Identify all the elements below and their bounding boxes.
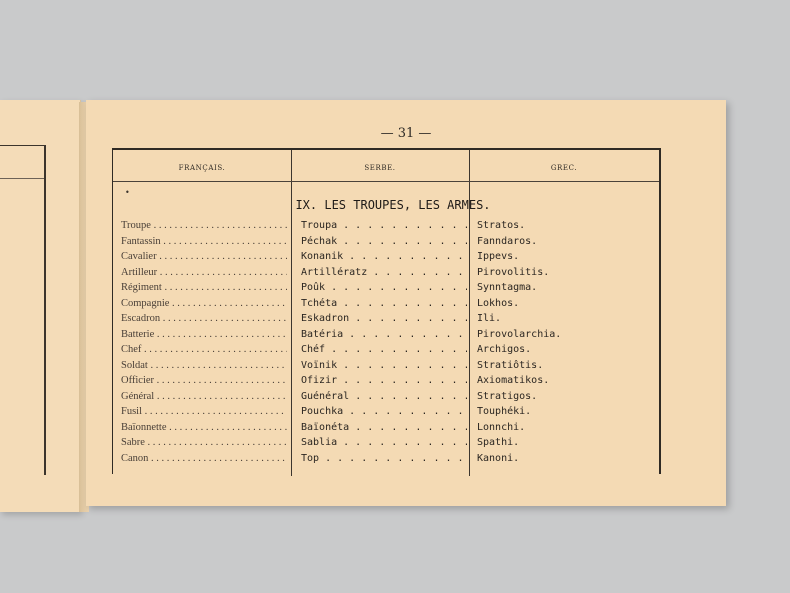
column-header-french: FRANÇAIS. xyxy=(178,164,226,172)
serbian-term: Sablia . . . xyxy=(301,437,467,448)
greek-term: Lokhos. xyxy=(477,297,520,309)
french-term: Canon . . . xyxy=(121,453,287,464)
serbian-term: Ofizir . . . xyxy=(301,375,467,386)
greek-term: Ili. xyxy=(477,313,502,324)
greek-term: Touphéki. xyxy=(477,406,532,417)
greek-term: Lonnchi. xyxy=(477,421,526,433)
table-row xyxy=(113,437,659,453)
serbian-term: Voïnik . . . xyxy=(301,360,467,371)
french-term: Régiment . . . xyxy=(121,282,287,293)
greek-term: Archigos. xyxy=(477,344,532,355)
greek-term: Stratos. xyxy=(477,220,526,231)
serbian-term: Poûk . . . xyxy=(301,282,467,293)
french-term: Chef . . . xyxy=(121,344,287,355)
greek-term: Stratiôtis. xyxy=(477,359,544,371)
french-term: Baïonnette . . . xyxy=(121,422,287,433)
french-term: Fantassin . . . xyxy=(121,236,287,247)
greek-term: Stratigos. xyxy=(477,390,538,402)
french-term: Général . . . xyxy=(121,391,287,402)
section-title: IX. LES TROUPES, LES ARMES. xyxy=(295,198,491,212)
table-row xyxy=(113,313,659,329)
french-term: Soldat . . . xyxy=(121,360,287,371)
table-row xyxy=(113,391,659,407)
serbian-term: Pouchka . . . xyxy=(301,406,467,417)
french-term: Escadron . . . xyxy=(121,313,287,324)
left-page-rule xyxy=(0,145,46,146)
table-row xyxy=(113,375,659,391)
table-row xyxy=(113,344,659,360)
table-row xyxy=(113,329,659,345)
table-row xyxy=(113,236,659,252)
french-term: Officier . . . xyxy=(121,375,287,386)
vocabulary-rows xyxy=(113,220,659,468)
left-page-edge xyxy=(0,100,81,512)
left-page-column-line xyxy=(44,145,46,475)
greek-term: Pirovolarchia. xyxy=(477,328,562,340)
french-term: Cavalier . . . xyxy=(121,251,287,262)
serbian-term: Baïonéta . . . xyxy=(301,422,467,433)
table-row xyxy=(113,267,659,283)
french-term: Artilleur . . . xyxy=(121,267,287,278)
table-row xyxy=(113,251,659,267)
french-term: Batterie . . . xyxy=(121,329,287,340)
french-term: Sabre . . . xyxy=(121,437,287,448)
french-term: Fusil . . . xyxy=(121,406,287,417)
greek-term: Kanoni. xyxy=(477,452,520,464)
column-header-greek: GREC. xyxy=(550,164,578,172)
serbian-term: Troupa . . . xyxy=(301,220,467,231)
serbian-term: Konanik . . . xyxy=(301,251,467,262)
greek-term: Ippevs. xyxy=(477,251,520,262)
serbian-term: Top . . . xyxy=(301,453,467,464)
table-row xyxy=(113,282,659,298)
serbian-term: Chéf . . . xyxy=(301,344,467,355)
right-page xyxy=(86,100,726,506)
greek-term: Pirovolitis. xyxy=(477,266,550,278)
table-row xyxy=(113,298,659,314)
greek-term: Axiomatikos. xyxy=(477,375,550,386)
table-row xyxy=(113,422,659,438)
column-header-serbian: SERBE. xyxy=(364,164,396,172)
greek-term: Synntagma. xyxy=(477,282,538,293)
serbian-term: Eskadron . . . xyxy=(301,313,467,324)
table-row xyxy=(113,406,659,422)
serbian-term: Guénéral . . . xyxy=(301,391,467,402)
header-rule xyxy=(113,181,659,182)
vocabulary-table xyxy=(112,148,661,474)
greek-term: Fanndaros. xyxy=(477,235,538,247)
serbian-term: Tchéta . . . xyxy=(301,298,467,309)
serbian-term: Péchak . . . xyxy=(301,236,467,247)
french-term: Troupe . . . xyxy=(121,220,287,231)
serbian-term: Artillératz . . . xyxy=(301,267,467,278)
table-row xyxy=(113,360,659,376)
page-number: — 31 — xyxy=(380,126,432,141)
greek-term: Spathi. xyxy=(477,437,520,448)
bullet-mark: • xyxy=(125,188,130,197)
french-term: Compagnie . . . xyxy=(121,298,287,309)
left-page-rule xyxy=(0,178,46,179)
table-row xyxy=(113,220,659,236)
serbian-term: Batéria . . . xyxy=(301,329,467,340)
table-row xyxy=(113,453,659,469)
